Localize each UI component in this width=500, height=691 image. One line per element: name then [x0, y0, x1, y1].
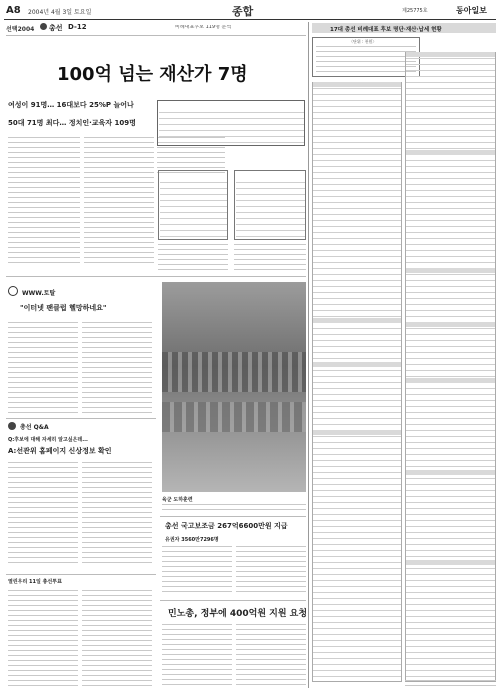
www-box-header [8, 286, 78, 298]
election-dot-icon [40, 23, 47, 30]
page-number: A8 [6, 5, 21, 16]
globe-icon [8, 286, 18, 296]
main-story-column-1 [8, 137, 80, 267]
notes-box [312, 37, 420, 77]
candidate-table-right [405, 52, 496, 682]
notes-title: 〈단위 : 천원〉 [349, 39, 377, 44]
qa-answer: A:선관위 홈페이지 신상정보 확인 [8, 447, 112, 455]
news-photo [162, 282, 306, 492]
bottom-left-headline: 열린우리 11일 총선투표 [8, 579, 62, 585]
issue-number: 제25775호 [402, 8, 428, 14]
photo-caption: 육군 도하훈련 [162, 497, 193, 503]
main-story-column-2 [84, 137, 154, 267]
main-headline: 100억 넘는 재산가 7명 [57, 64, 248, 85]
election-banner [6, 23, 166, 33]
election-dday-prefix: 총선 [49, 24, 63, 32]
newspaper-logo: 동아일보 [456, 6, 487, 15]
main-subhead-1: 여성이 91명… 16대보다 25%P 늘어나 [8, 101, 134, 109]
issue-date: 2004년 4월 3일 토요일 [28, 9, 92, 16]
qa-dot-icon [8, 422, 16, 430]
qa-box-title: 총선 Q&A [20, 424, 49, 431]
qa-box-header [8, 422, 128, 432]
header-rule [4, 19, 496, 20]
wealth-table [157, 100, 305, 146]
union-headline: 민노총, 정부에 400억원 지원 요청 [168, 609, 308, 619]
section-title: 종합 [232, 5, 254, 18]
age-table [158, 170, 228, 240]
candidate-table-left [312, 82, 402, 682]
voter-count-subhead: 유권자 3560만7296명 [165, 537, 219, 543]
election-dday: D-12 [68, 23, 87, 31]
center-kicker: 비례대표후보 119명 분석 [175, 25, 232, 30]
www-box-title: WWW.토탈 [22, 290, 56, 297]
election-label: 선택2004 [6, 26, 35, 33]
right-panel-title: 17대 총선 비례대표 후보 명단·재산·납세 현황 [330, 27, 442, 33]
occupation-table [234, 170, 306, 240]
www-box-headline: "이터넷 팬클럽 헬망하네요" [20, 304, 107, 312]
subsidy-headline: 총선 국고보조금 267억6600만원 지급 [165, 522, 288, 530]
qa-question: Q:후보에 대해 자세히 알고싶은데... [8, 437, 88, 443]
main-subhead-2: 50대 71명 최다… 정치인·교육자 109명 [8, 119, 136, 127]
